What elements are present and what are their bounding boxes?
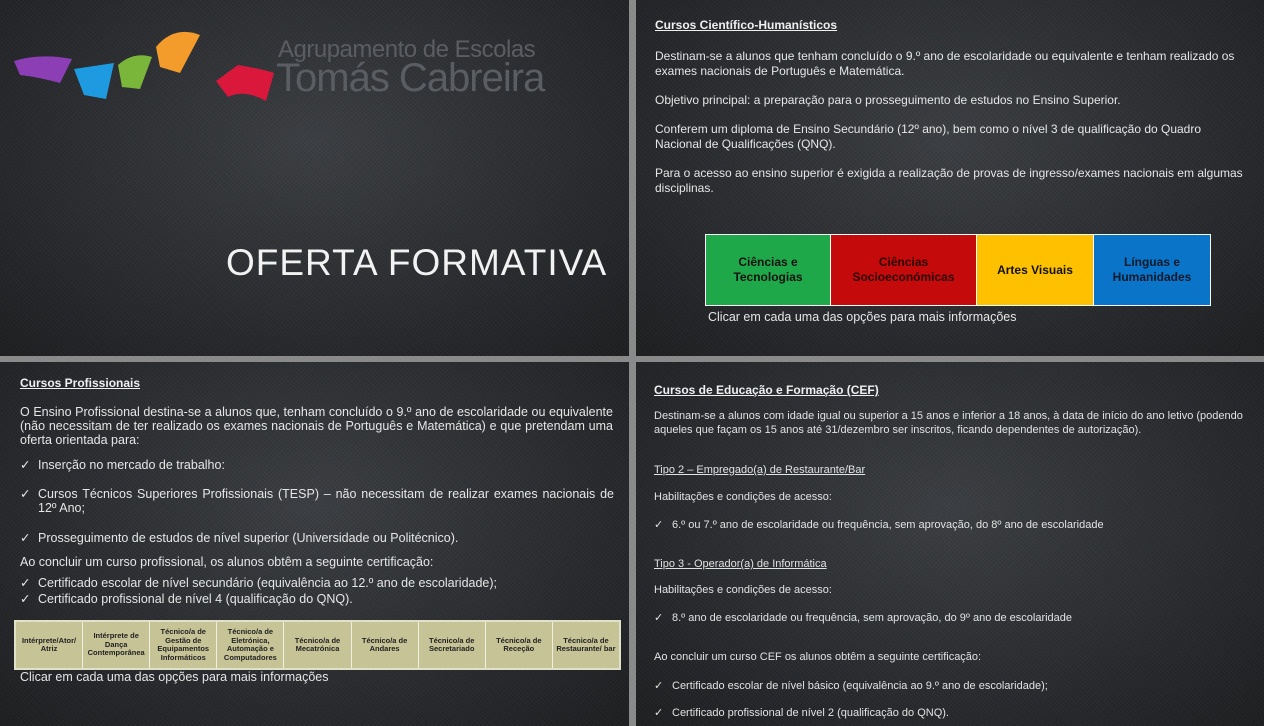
check-icon: ✓ bbox=[654, 680, 664, 692]
check-icon: ✓ bbox=[654, 612, 664, 624]
course-options-grid bbox=[705, 234, 1211, 306]
cert-item: ✓ Certificado escolar de nível básico (equivalência ao 9.º ano de escolaridade); bbox=[654, 680, 1048, 692]
slide-cursos-profissionais[interactable] bbox=[0, 362, 629, 726]
logo-line1: Agrupamento de Escolas bbox=[278, 36, 536, 63]
check-icon: ✓ bbox=[20, 576, 31, 590]
cert-item: ✓ Certificado profissional de nível 4 (qualificação do QNQ). bbox=[20, 592, 353, 606]
paragraph-2: Objetivo principal: a preparação para o prosseguimento de estudos no Ensino Superior. bbox=[655, 93, 1121, 107]
course-option[interactable]: Técnico/a de Restaurante/ bar bbox=[556, 635, 616, 653]
course-option[interactable]: Técnico/a de Secretariado bbox=[419, 622, 486, 668]
slide-title[interactable] bbox=[0, 0, 629, 356]
cert-intro: Ao concluir um curso CEF os alunos obtêm a seguinte certificação: bbox=[654, 651, 982, 663]
check-icon: ✓ bbox=[654, 707, 664, 719]
tipo3-label: Habilitações e condições de acesso: bbox=[654, 584, 832, 596]
cert-item: ✓ Certificado profissional de nível 2 (qualificação do QNQ). bbox=[654, 707, 949, 719]
paragraph-1: Destinam-se a alunos que tenham concluído o 9.º ano de escolaridade ou equivalente e tenham realizado os exames nacionais de Português e Matemática. bbox=[655, 49, 1235, 78]
option-ciencias-tecnologias[interactable]: Ciências e Tecnologias bbox=[706, 235, 831, 305]
goal-item: ✓ Prosseguimento de estudos de nível superior (Universidade ou Politécnico). bbox=[20, 531, 459, 545]
course-option[interactable]: Intérprete de Dança Contemporânea bbox=[83, 622, 150, 668]
option-ciencias-socioeconomicas[interactable]: Ciências Socioeconómicas bbox=[831, 235, 977, 305]
slide-heading: Cursos de Educação e Formação (CEF) bbox=[654, 383, 879, 397]
slide-heading: Cursos Profissionais bbox=[20, 376, 141, 390]
check-icon: ✓ bbox=[20, 531, 31, 545]
slide-title-text: OFERTA FORMATIVA bbox=[226, 242, 608, 283]
tipo3-title: Tipo 3 - Operador(a) de Informática bbox=[654, 558, 827, 570]
check-icon: ✓ bbox=[20, 592, 31, 606]
professional-courses-table bbox=[14, 620, 621, 670]
options-hint: Clicar em cada uma das opções para mais informações bbox=[20, 670, 329, 684]
tipo2-title: Tipo 2 – Empregado(a) de Restaurante/Bar bbox=[654, 464, 866, 476]
tipo3-item: ✓ 8.º ano de escolaridade ou frequência, sem aprovação, do 9º ano de escolaridade bbox=[654, 612, 1073, 624]
paragraph-4: Para o acesso ao ensino superior é exigida a realização de provas de ingresso/exames nacionais em algumas disciplinas. bbox=[655, 166, 1243, 195]
course-option[interactable]: Técnico/a de Mecatrónica bbox=[284, 622, 351, 668]
slide-cientifico-humanisticos[interactable] bbox=[636, 0, 1264, 356]
option-artes-visuais[interactable]: Artes Visuais bbox=[977, 235, 1094, 305]
tipo2-item: ✓ 6.º ou 7.º ano de escolaridade ou frequência, sem aprovação, do 8º ano de escolaridade bbox=[654, 519, 1104, 531]
paragraph-3: Conferem um diploma de Ensino Secundário (12º ano), bem como o nível 3 de qualificação do Quadro Nacional de Qualificações (QNQ). bbox=[655, 122, 1202, 151]
slide-cursos-cef[interactable] bbox=[636, 362, 1264, 726]
cert-item: ✓ Certificado escolar de nível secundário (equivalência ao 12.º ano de escolaridade); bbox=[20, 576, 498, 590]
option-linguas-humanidades[interactable]: Línguas e Humanidades bbox=[1094, 235, 1210, 305]
tipo2-label: Habilitações e condições de acesso: bbox=[654, 491, 832, 503]
school-logo-icon bbox=[10, 25, 280, 105]
check-icon: ✓ bbox=[20, 487, 31, 501]
course-option[interactable]: Intérprete/Ator/ Atriz bbox=[16, 622, 83, 668]
logo-line2: Tomás Cabreira bbox=[276, 56, 545, 100]
intro-paragraph: Destinam-se a alunos com idade igual ou superior a 15 anos e inferior a 18 anos, à data de início do ano letivo (podendo aqueles que façam os 15 anos até 31/dezembro ser inscritos, ficando dependentes de autorização). bbox=[654, 410, 1243, 436]
course-option[interactable]: Técnico/a de Gestão de Equipamentos Informáticos bbox=[150, 622, 217, 668]
course-option[interactable]: Técnico/a de Eletrónica, Automação e Computadores bbox=[217, 622, 284, 668]
slide-heading: Cursos Científico-Humanísticos bbox=[655, 18, 838, 32]
goal-item: ✓ Inserção no mercado de trabalho: bbox=[20, 458, 225, 472]
intro-paragraph: O Ensino Profissional destina-se a alunos que, tenham concluído o 9.º ano de escolaridade ou equivalente (não necessitam de ter realizado os exames nacionais de Português e Matemática) e que pretendam uma oferta orientada para: bbox=[20, 405, 613, 447]
cert-intro: Ao concluir um curso profissional, os alunos obtêm a seguinte certificação: bbox=[20, 555, 434, 569]
check-icon: ✓ bbox=[20, 458, 31, 472]
check-icon: ✓ bbox=[654, 519, 664, 531]
options-hint: Clicar em cada uma das opções para mais informações bbox=[708, 310, 1017, 324]
goal-item: ✓ Cursos Técnicos Superiores Profissionais (TESP) – não necessitam de realizar exames nacionais de 12º Ano; bbox=[20, 487, 614, 515]
course-option[interactable]: Técnico/a de Andares bbox=[352, 622, 419, 668]
course-option[interactable]: Técnico/a de Receção bbox=[486, 622, 553, 668]
